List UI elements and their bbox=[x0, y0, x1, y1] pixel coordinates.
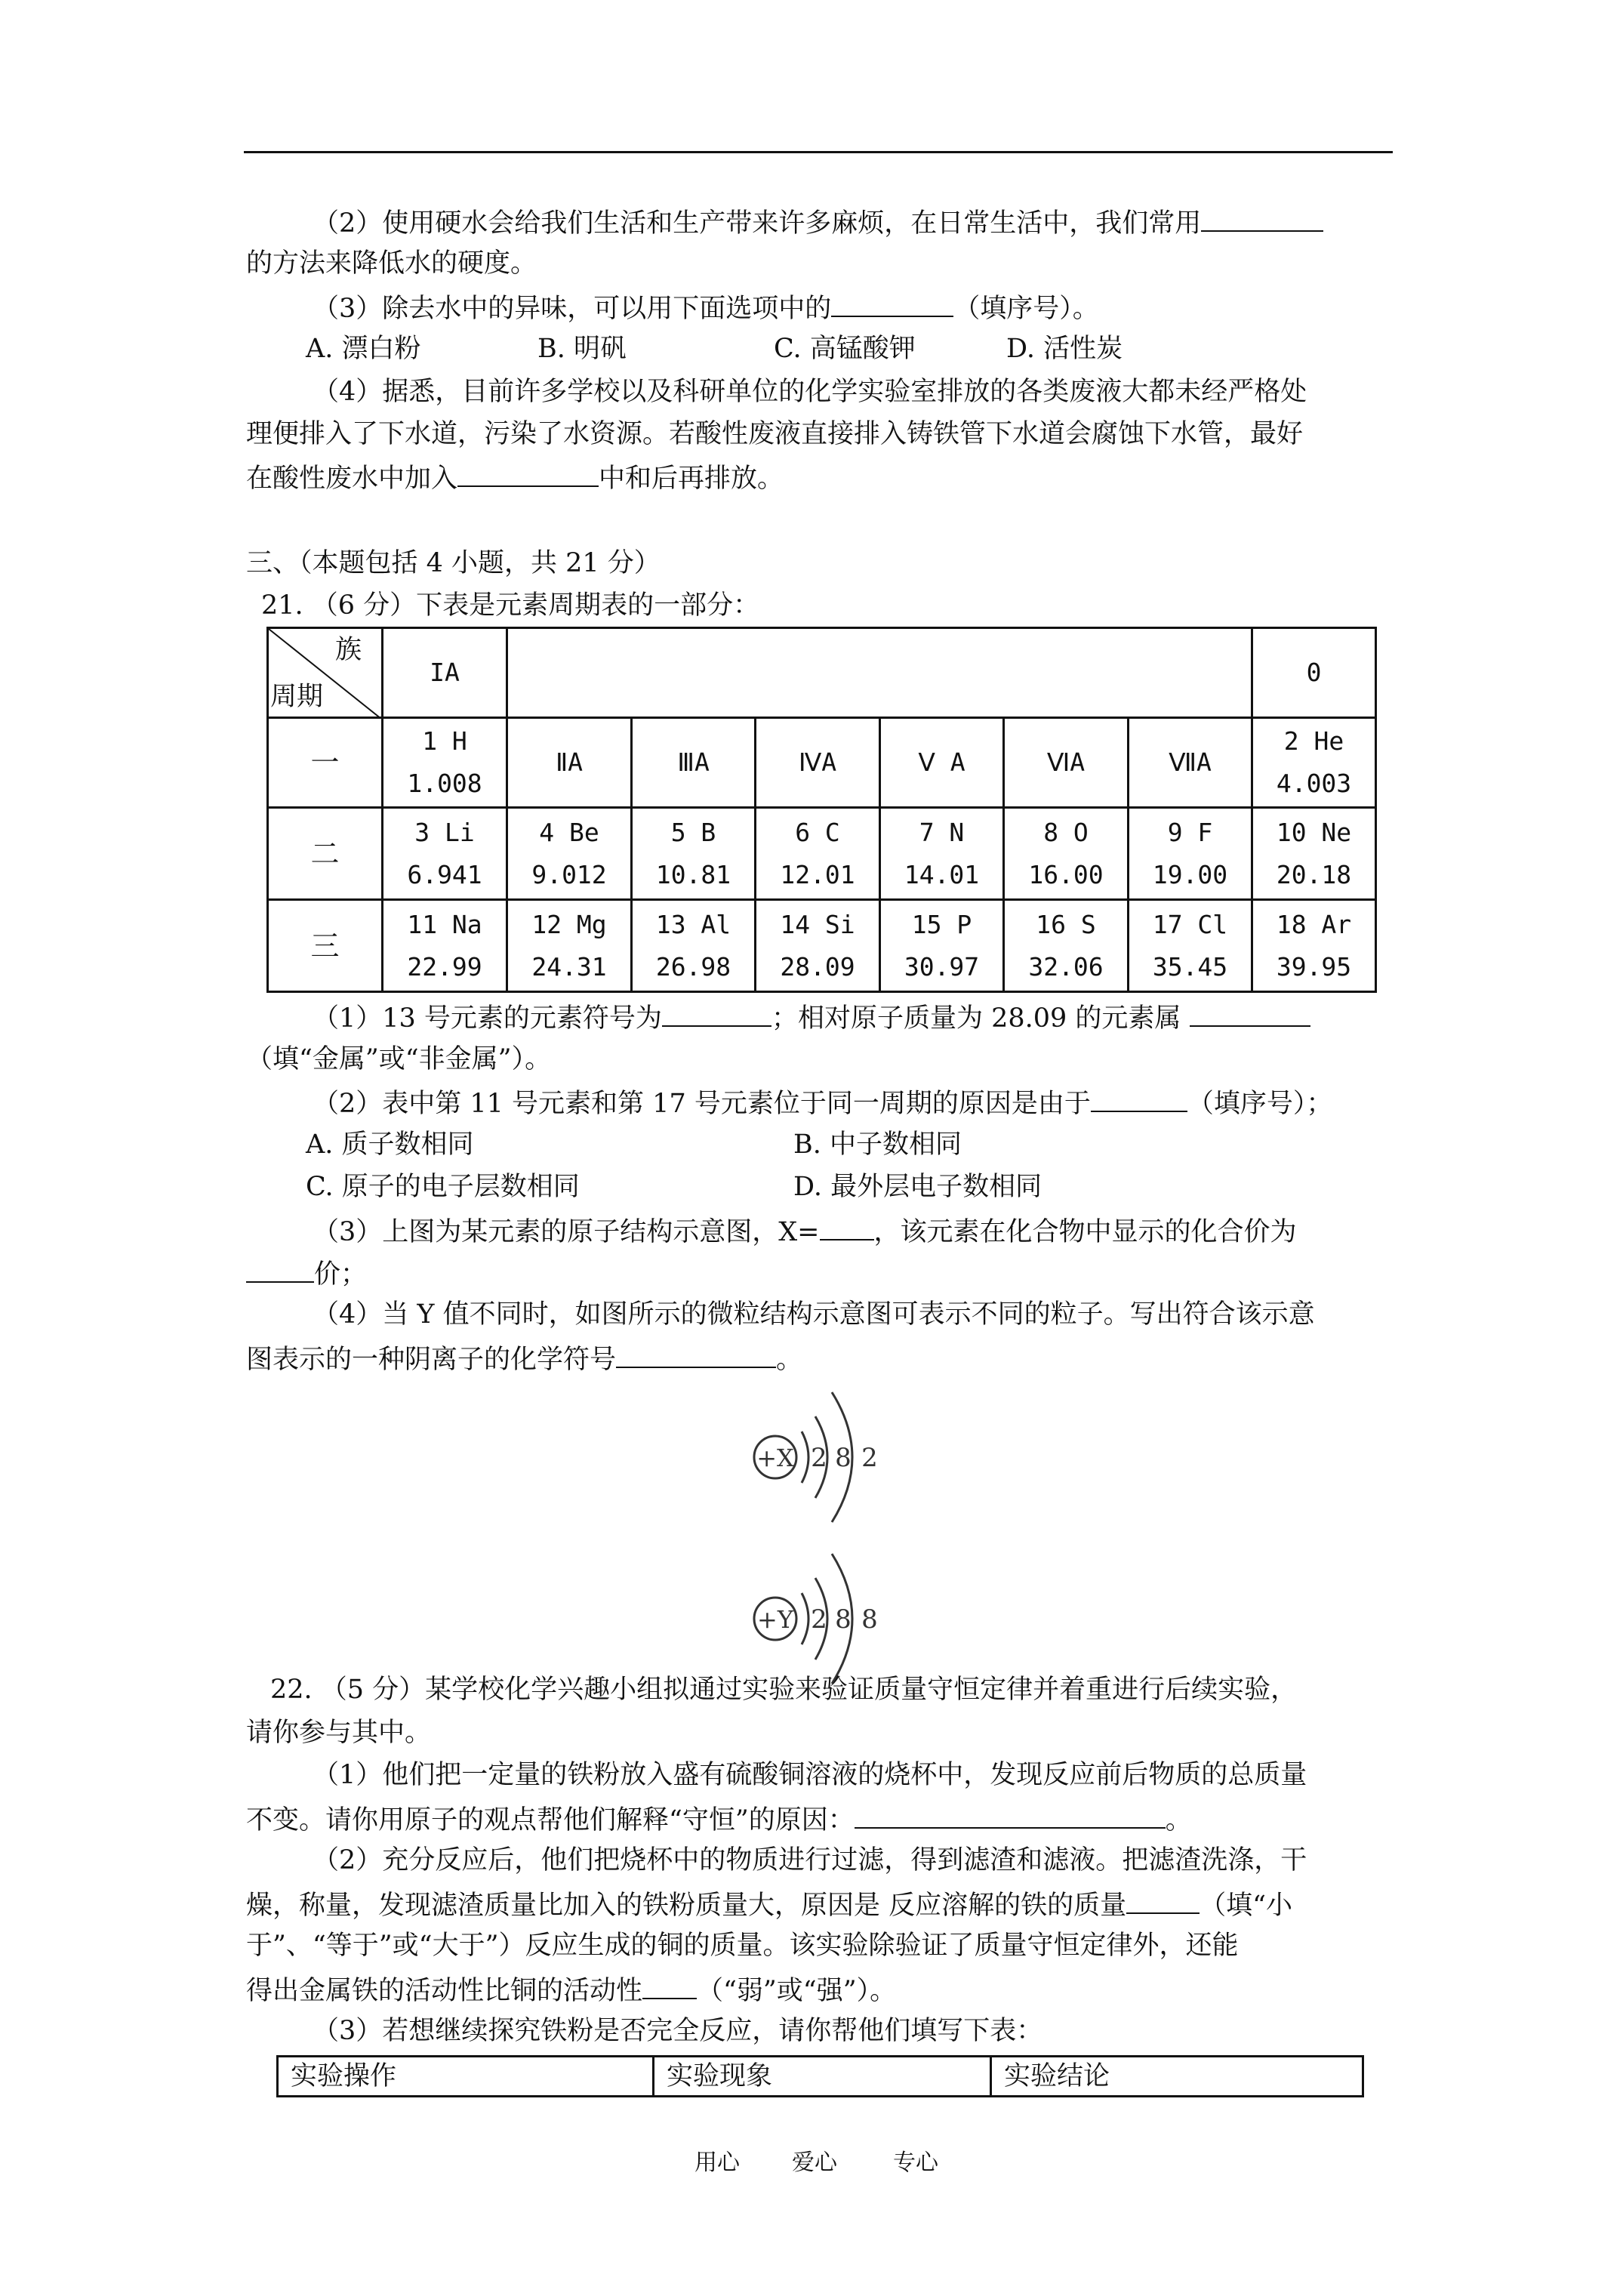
atomic-mass: 28.09 bbox=[780, 951, 855, 982]
period-label: 一 bbox=[268, 718, 383, 808]
answer-blank[interactable] bbox=[855, 1801, 1166, 1829]
header-ia: IA bbox=[383, 628, 507, 718]
answer-blank[interactable] bbox=[1190, 1000, 1310, 1027]
header-experiment-phenomenon: 实验现象 bbox=[654, 2057, 991, 2097]
answer-blank[interactable] bbox=[457, 460, 599, 487]
answer-blank[interactable] bbox=[820, 1213, 874, 1240]
q21-option-d: D. 最外层电子数相同 bbox=[793, 1172, 1042, 1202]
group-header-cell: ⅡA bbox=[507, 718, 632, 808]
q21-intro: 21. （6 分）下表是元素周期表的一部分： bbox=[261, 590, 760, 621]
shell-2-electrons: 8 bbox=[835, 1604, 852, 1635]
atom-structure-diagram-2 bbox=[747, 1543, 898, 1694]
nucleus-label: +X bbox=[756, 1444, 794, 1472]
atomic-mass: 12.01 bbox=[780, 859, 855, 889]
header-empty bbox=[507, 628, 1252, 718]
q22-part1-line1: （1）他们把一定量的铁粉放入盛有硫酸铜溶液的烧杯中，发现反应前后物质的总质量 bbox=[313, 1760, 1307, 1790]
element-cell bbox=[1004, 808, 1129, 900]
element-symbol: 5 B bbox=[670, 817, 716, 847]
element-cell bbox=[507, 808, 632, 900]
element-cell bbox=[880, 900, 1004, 992]
q21-option-c: C. 原子的电子层数相同 bbox=[306, 1172, 580, 1202]
q21-part4-line1: （4）当 Y 值不同时，如图所示的微粒结构示意图可表示不同的粒子。写出符合该示意 bbox=[313, 1299, 1315, 1330]
atomic-mass: 35.45 bbox=[1152, 951, 1228, 982]
element-cell bbox=[1252, 808, 1376, 900]
answer-blank[interactable] bbox=[1126, 1887, 1200, 1914]
atomic-mass: 19.00 bbox=[1152, 859, 1228, 889]
element-symbol: 13 Al bbox=[655, 909, 731, 939]
q20-option-b: B. 明矾 bbox=[537, 334, 627, 364]
element-cell bbox=[1252, 718, 1376, 808]
atomic-mass: 20.18 bbox=[1276, 859, 1352, 889]
element-cell bbox=[383, 718, 507, 808]
electron-shell-1 bbox=[802, 1593, 808, 1644]
element-cell bbox=[1252, 900, 1376, 992]
corner-group-label: 族 bbox=[334, 635, 362, 665]
group-header-cell: Ⅴ A bbox=[880, 718, 1004, 808]
answer-blank[interactable] bbox=[1091, 1085, 1187, 1112]
atomic-mass: 39.95 bbox=[1276, 951, 1352, 982]
element-cell bbox=[1004, 900, 1129, 992]
atomic-mass: 24.31 bbox=[531, 951, 607, 982]
q22-part1-line2: 不变。请你用原子的观点帮他们解释“守恒”的原因： 。 bbox=[246, 1801, 1192, 1837]
element-symbol: 15 P bbox=[911, 909, 972, 939]
element-symbol: 6 C bbox=[795, 817, 840, 847]
element-symbol: 3 Li bbox=[414, 817, 475, 847]
element-symbol: 7 N bbox=[919, 817, 965, 847]
element-cell bbox=[632, 900, 756, 992]
element-symbol: 17 Cl bbox=[1152, 909, 1228, 939]
period-label: 三 bbox=[268, 900, 383, 992]
q22-part2-line1: （2）充分反应后，他们把烧杯中的物质进行过滤，得到滤渣和滤液。把滤渣洗涤，干 bbox=[313, 1845, 1307, 1875]
answer-blank[interactable] bbox=[1201, 205, 1323, 232]
q20-option-a: A. 漂白粉 bbox=[306, 334, 421, 364]
atomic-mass: 30.97 bbox=[904, 951, 980, 982]
footer-text-c: 专心 bbox=[893, 2150, 938, 2176]
footer-text-a: 用心 bbox=[694, 2150, 740, 2176]
atomic-mass: 9.012 bbox=[531, 859, 607, 889]
element-symbol: 10 Ne bbox=[1276, 817, 1352, 847]
element-symbol: 2 He bbox=[1283, 726, 1344, 756]
atomic-mass: 32.06 bbox=[1028, 951, 1104, 982]
shell-3-electrons: 2 bbox=[861, 1443, 878, 1473]
q20-part2-line1: （2）使用硬水会给我们生活和生产带来许多麻烦，在日常生活中，我们常用 bbox=[313, 205, 1323, 240]
periodic-table bbox=[266, 627, 1377, 993]
q20-part4-line3: 在酸性废水中加入 中和后再排放。 bbox=[246, 460, 784, 495]
electron-shell-1 bbox=[802, 1432, 808, 1483]
element-symbol: 1 H bbox=[422, 726, 467, 756]
shell-1-electrons: 2 bbox=[811, 1443, 827, 1473]
q22-part2-line4: 得出金属铁的活动性比铜的活动性 （“弱”或“强”）。 bbox=[246, 1972, 896, 2008]
q21-option-a: A. 质子数相同 bbox=[306, 1130, 474, 1160]
element-symbol: 9 F bbox=[1167, 817, 1213, 847]
q22-part2-line2: 燥，称量，发现滤渣质量比加入的铁粉质量大，原因是 反应溶解的铁的质量 （填“小 bbox=[246, 1887, 1292, 1922]
element-symbol: 4 Be bbox=[539, 817, 599, 847]
group-header-cell: ⅦA bbox=[1129, 718, 1252, 808]
atomic-mass: 10.81 bbox=[655, 859, 731, 889]
corner-period-label: 周期 bbox=[270, 682, 324, 712]
table-corner-header bbox=[268, 628, 383, 718]
atomic-mass: 14.01 bbox=[904, 859, 980, 889]
element-symbol: 12 Mg bbox=[531, 909, 607, 939]
answer-blank[interactable] bbox=[616, 1341, 776, 1368]
element-cell bbox=[1129, 900, 1252, 992]
q20-part4-line2: 理便排入了下水道，污染了水资源。若酸性废液直接排入铸铁管下水道会腐蚀下水管，最好 bbox=[246, 419, 1304, 449]
answer-blank[interactable] bbox=[246, 1256, 314, 1283]
group-header-cell: ⅥA bbox=[1004, 718, 1129, 808]
atomic-mass: 4.003 bbox=[1276, 769, 1352, 798]
q21-option-b: B. 中子数相同 bbox=[793, 1130, 962, 1160]
q21-part2: （2）表中第 11 号元素和第 17 号元素位于同一周期的原因是由于 （填序号）； bbox=[313, 1085, 1332, 1120]
footer-text-b: 爱心 bbox=[792, 2150, 837, 2176]
q20-part4-line1: （4）据悉，目前许多学校以及科研单位的化学实验室排放的各类废液大都未经严格处 bbox=[313, 377, 1307, 407]
element-symbol: 14 Si bbox=[780, 909, 855, 939]
header-experiment-conclusion: 实验结论 bbox=[991, 2057, 1363, 2097]
q21-part4-line2: 图表示的一种阴离子的化学符号 。 bbox=[246, 1341, 802, 1376]
q20-option-c: C. 高锰酸钾 bbox=[774, 334, 916, 364]
element-symbol: 16 S bbox=[1036, 909, 1096, 939]
group-header-cell: ⅢA bbox=[632, 718, 756, 808]
atomic-mass: 6.941 bbox=[407, 859, 482, 889]
q20-option-d: D. 活性炭 bbox=[1006, 334, 1123, 364]
header-rule bbox=[244, 151, 1393, 153]
shell-3-electrons: 8 bbox=[861, 1604, 878, 1635]
element-cell bbox=[1129, 808, 1252, 900]
nucleus-label: +Y bbox=[757, 1605, 793, 1634]
shell-1-electrons: 2 bbox=[811, 1604, 827, 1635]
group-header-cell: ⅣA bbox=[756, 718, 880, 808]
atomic-mass: 22.99 bbox=[407, 951, 482, 982]
experiment-table bbox=[276, 2055, 1364, 2097]
q22-intro-line2: 请你参与其中。 bbox=[246, 1718, 432, 1748]
q22-intro-line1: 22. （5 分）某学校化学兴趣小组拟通过实验来验证质量守恒定律并着重进行后续实验， bbox=[270, 1675, 1298, 1705]
atomic-mass: 16.00 bbox=[1028, 859, 1104, 889]
q22-part3: （3）若想继续探究铁粉是否完全反应，请你帮他们填写下表： bbox=[313, 2016, 1043, 2046]
section-3-title: 三、（本题包括 4 小题，共 21 分） bbox=[246, 548, 661, 578]
answer-blank[interactable] bbox=[642, 1972, 697, 1999]
element-cell bbox=[756, 900, 880, 992]
q21-part1-line2: （填“金属”或“非金属”）。 bbox=[246, 1044, 552, 1074]
element-cell bbox=[632, 808, 756, 900]
element-symbol: 18 Ar bbox=[1276, 909, 1352, 939]
element-cell bbox=[383, 900, 507, 992]
element-cell bbox=[383, 808, 507, 900]
element-cell bbox=[507, 900, 632, 992]
header-0: 0 bbox=[1252, 628, 1376, 718]
answer-blank[interactable] bbox=[831, 290, 953, 317]
element-cell bbox=[756, 808, 880, 900]
header-experiment-operation: 实验操作 bbox=[278, 2057, 654, 2097]
shell-2-electrons: 8 bbox=[835, 1443, 852, 1473]
q20-part2-line2: 的方法来降低水的硬度。 bbox=[246, 248, 537, 279]
q21-part3-line1: （3）上图为某元素的原子结构示意图，X= ，该元素在化合物中显示的化合价为 bbox=[313, 1213, 1297, 1249]
atomic-mass: 1.008 bbox=[407, 769, 482, 798]
element-symbol: 8 O bbox=[1043, 817, 1089, 847]
q21-part3-line2: 价； bbox=[246, 1256, 367, 1291]
q22-part2-line3: 于”、“等于”或“大于”）反应生成的铜的质量。该实验除验证了质量守恒定律外，还能 bbox=[246, 1931, 1239, 1961]
element-symbol: 11 Na bbox=[407, 909, 482, 939]
element-cell bbox=[880, 808, 1004, 900]
q21-part1-line1: （1）13 号元素的元素符号为 ；相对原子质量为 28.09 的元素属 bbox=[313, 1000, 1310, 1035]
answer-blank[interactable] bbox=[662, 1000, 771, 1027]
period-label: 二 bbox=[268, 808, 383, 900]
atom-structure-diagram-1 bbox=[747, 1382, 898, 1533]
atomic-mass: 26.98 bbox=[655, 951, 731, 982]
q20-part3: （3）除去水中的异味，可以用下面选项中的 （填序号）。 bbox=[313, 290, 1099, 325]
